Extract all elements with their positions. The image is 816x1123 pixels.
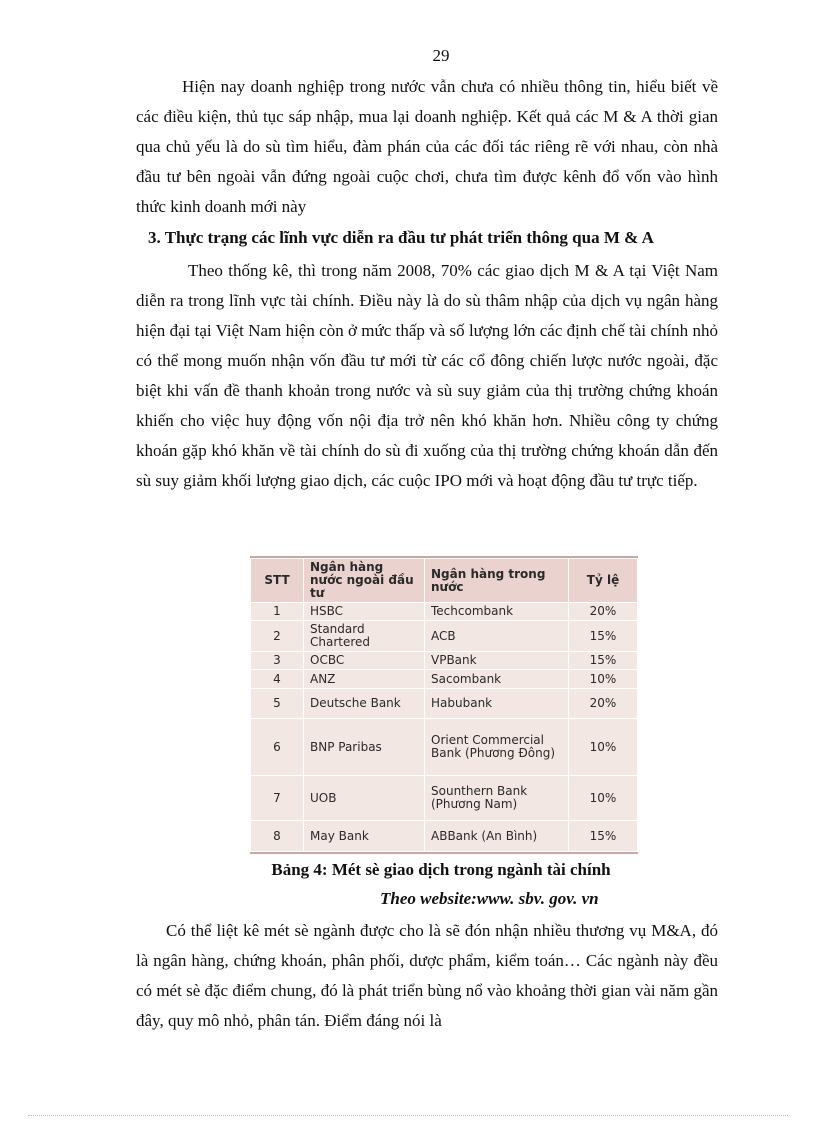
- bank-table: [250, 558, 638, 852]
- cell-rate: 10%: [569, 719, 638, 776]
- cell-domestic-bank: VPBank: [425, 651, 569, 669]
- paragraph-3: Có thể liệt kê mét sè ngành được cho là sẽ đón nhận nhiều thương vụ M&A, đó là ngân hàng, chứng khoán, phân phối, dược phẩm, kiểm toán… Các ngành này đều có mét sè đặc điểm chung, đó là phát triển bùng nổ vào khoảng thời gian vài năm gần đây, quy mô nhỏ, phân tán. Điểm đáng nói là: [136, 921, 718, 1030]
- paragraph-1: Hiện nay doanh nghiệp trong nước vẫn chưa có nhiều thông tin, hiểu biết về các điều kiện, thủ tục sáp nhập, mua lại doanh nghiệp. Kết quả các M & A thời gian qua chủ yếu là do sù tìm hiểu, đàm phán của các đối tác riêng rẽ với nhau, còn nhà đầu tư bên ngoài vẫn đứng ngoài cuộc chơi, chưa tìm được kênh đổ vốn vào hình thức kinh doanh mới này: [136, 77, 718, 216]
- cell-foreign-bank: OCBC: [304, 651, 425, 669]
- header-foreign-bank: Ngân hàng nước ngoài đầu tư: [304, 559, 425, 603]
- cell-rate: 15%: [569, 821, 638, 852]
- header-rate: Tỷ lệ: [569, 559, 638, 603]
- cell-foreign-bank: Deutsche Bank: [304, 688, 425, 719]
- bank-table-image: [250, 556, 638, 854]
- cell-rate: 20%: [569, 688, 638, 719]
- cell-foreign-bank: UOB: [304, 776, 425, 821]
- cell-stt: 4: [251, 670, 304, 688]
- page-number: 29: [432, 46, 450, 65]
- cell-stt: 3: [251, 651, 304, 669]
- cell-rate: 15%: [569, 621, 638, 652]
- cell-domestic-bank: Sounthern Bank (Phương Nam): [425, 776, 569, 821]
- table-row: [251, 621, 638, 652]
- cell-domestic-bank: Techcombank: [425, 603, 569, 621]
- section-heading: 3. Thực trạng các lĩnh vực diễn ra đầu tư phát triển thông qua M & A: [148, 228, 654, 247]
- cell-rate: 10%: [569, 776, 638, 821]
- cell-rate: 10%: [569, 670, 638, 688]
- cell-stt: 6: [251, 719, 304, 776]
- cell-foreign-bank: May Bank: [304, 821, 425, 852]
- table-row: [251, 776, 638, 821]
- cell-foreign-bank: BNP Paribas: [304, 719, 425, 776]
- cell-domestic-bank: Orient Commercial Bank (Phương Đông): [425, 719, 569, 776]
- cell-stt: 7: [251, 776, 304, 821]
- table-row: [251, 821, 638, 852]
- cell-rate: 20%: [569, 603, 638, 621]
- table-row: [251, 670, 638, 688]
- cell-domestic-bank: Habubank: [425, 688, 569, 719]
- cell-domestic-bank: ACB: [425, 621, 569, 652]
- table-row: [251, 651, 638, 669]
- cell-foreign-bank: Standard Chartered: [304, 621, 425, 652]
- table-row: [251, 719, 638, 776]
- cell-stt: 5: [251, 688, 304, 719]
- footer-divider: [28, 1115, 788, 1116]
- table-source: Theo website:www. sbv. gov. vn: [380, 889, 599, 908]
- paragraph-2: Theo thống kê, thì trong năm 2008, 70% các giao dịch M & A tại Việt Nam diễn ra trong lĩnh vực tài chính. Điều này là do sù thâm nhập của dịch vụ ngân hàng hiện đại tại Việt Nam hiện còn ở mức thấp và số lượng lớn các định chế tài chính nhỏ có thể mong muốn nhận vốn đầu tư mới từ các cổ đông chiến lược nước ngoài, đặc biệt khi vấn đề thanh khoản trong nước và sù suy giảm của thị trường chứng khoán khiến cho việc huy động vốn nội địa trở nên khó khăn hơn. Nhiều công ty chứng khoán gặp khó khăn về tài chính do sù đi xuống của thị trường chứng khoán dẫn đến sù suy giảm khối lượng giao dịch, các cuộc IPO mới và hoạt động đầu tư trực tiếp.: [136, 261, 718, 490]
- cell-stt: 2: [251, 621, 304, 652]
- table-caption: Bảng 4: Mét sè giao dịch trong ngành tài chính: [271, 860, 611, 879]
- cell-domestic-bank: ABBank (An Bình): [425, 821, 569, 852]
- table-header-row: [251, 559, 638, 603]
- cell-foreign-bank: HSBC: [304, 603, 425, 621]
- cell-rate: 15%: [569, 651, 638, 669]
- header-stt: STT: [251, 559, 304, 603]
- cell-domestic-bank: Sacombank: [425, 670, 569, 688]
- table-row: [251, 688, 638, 719]
- cell-stt: 8: [251, 821, 304, 852]
- cell-stt: 1: [251, 603, 304, 621]
- table-row: [251, 603, 638, 621]
- cell-foreign-bank: ANZ: [304, 670, 425, 688]
- header-domestic-bank: Ngân hàng trong nước: [425, 559, 569, 603]
